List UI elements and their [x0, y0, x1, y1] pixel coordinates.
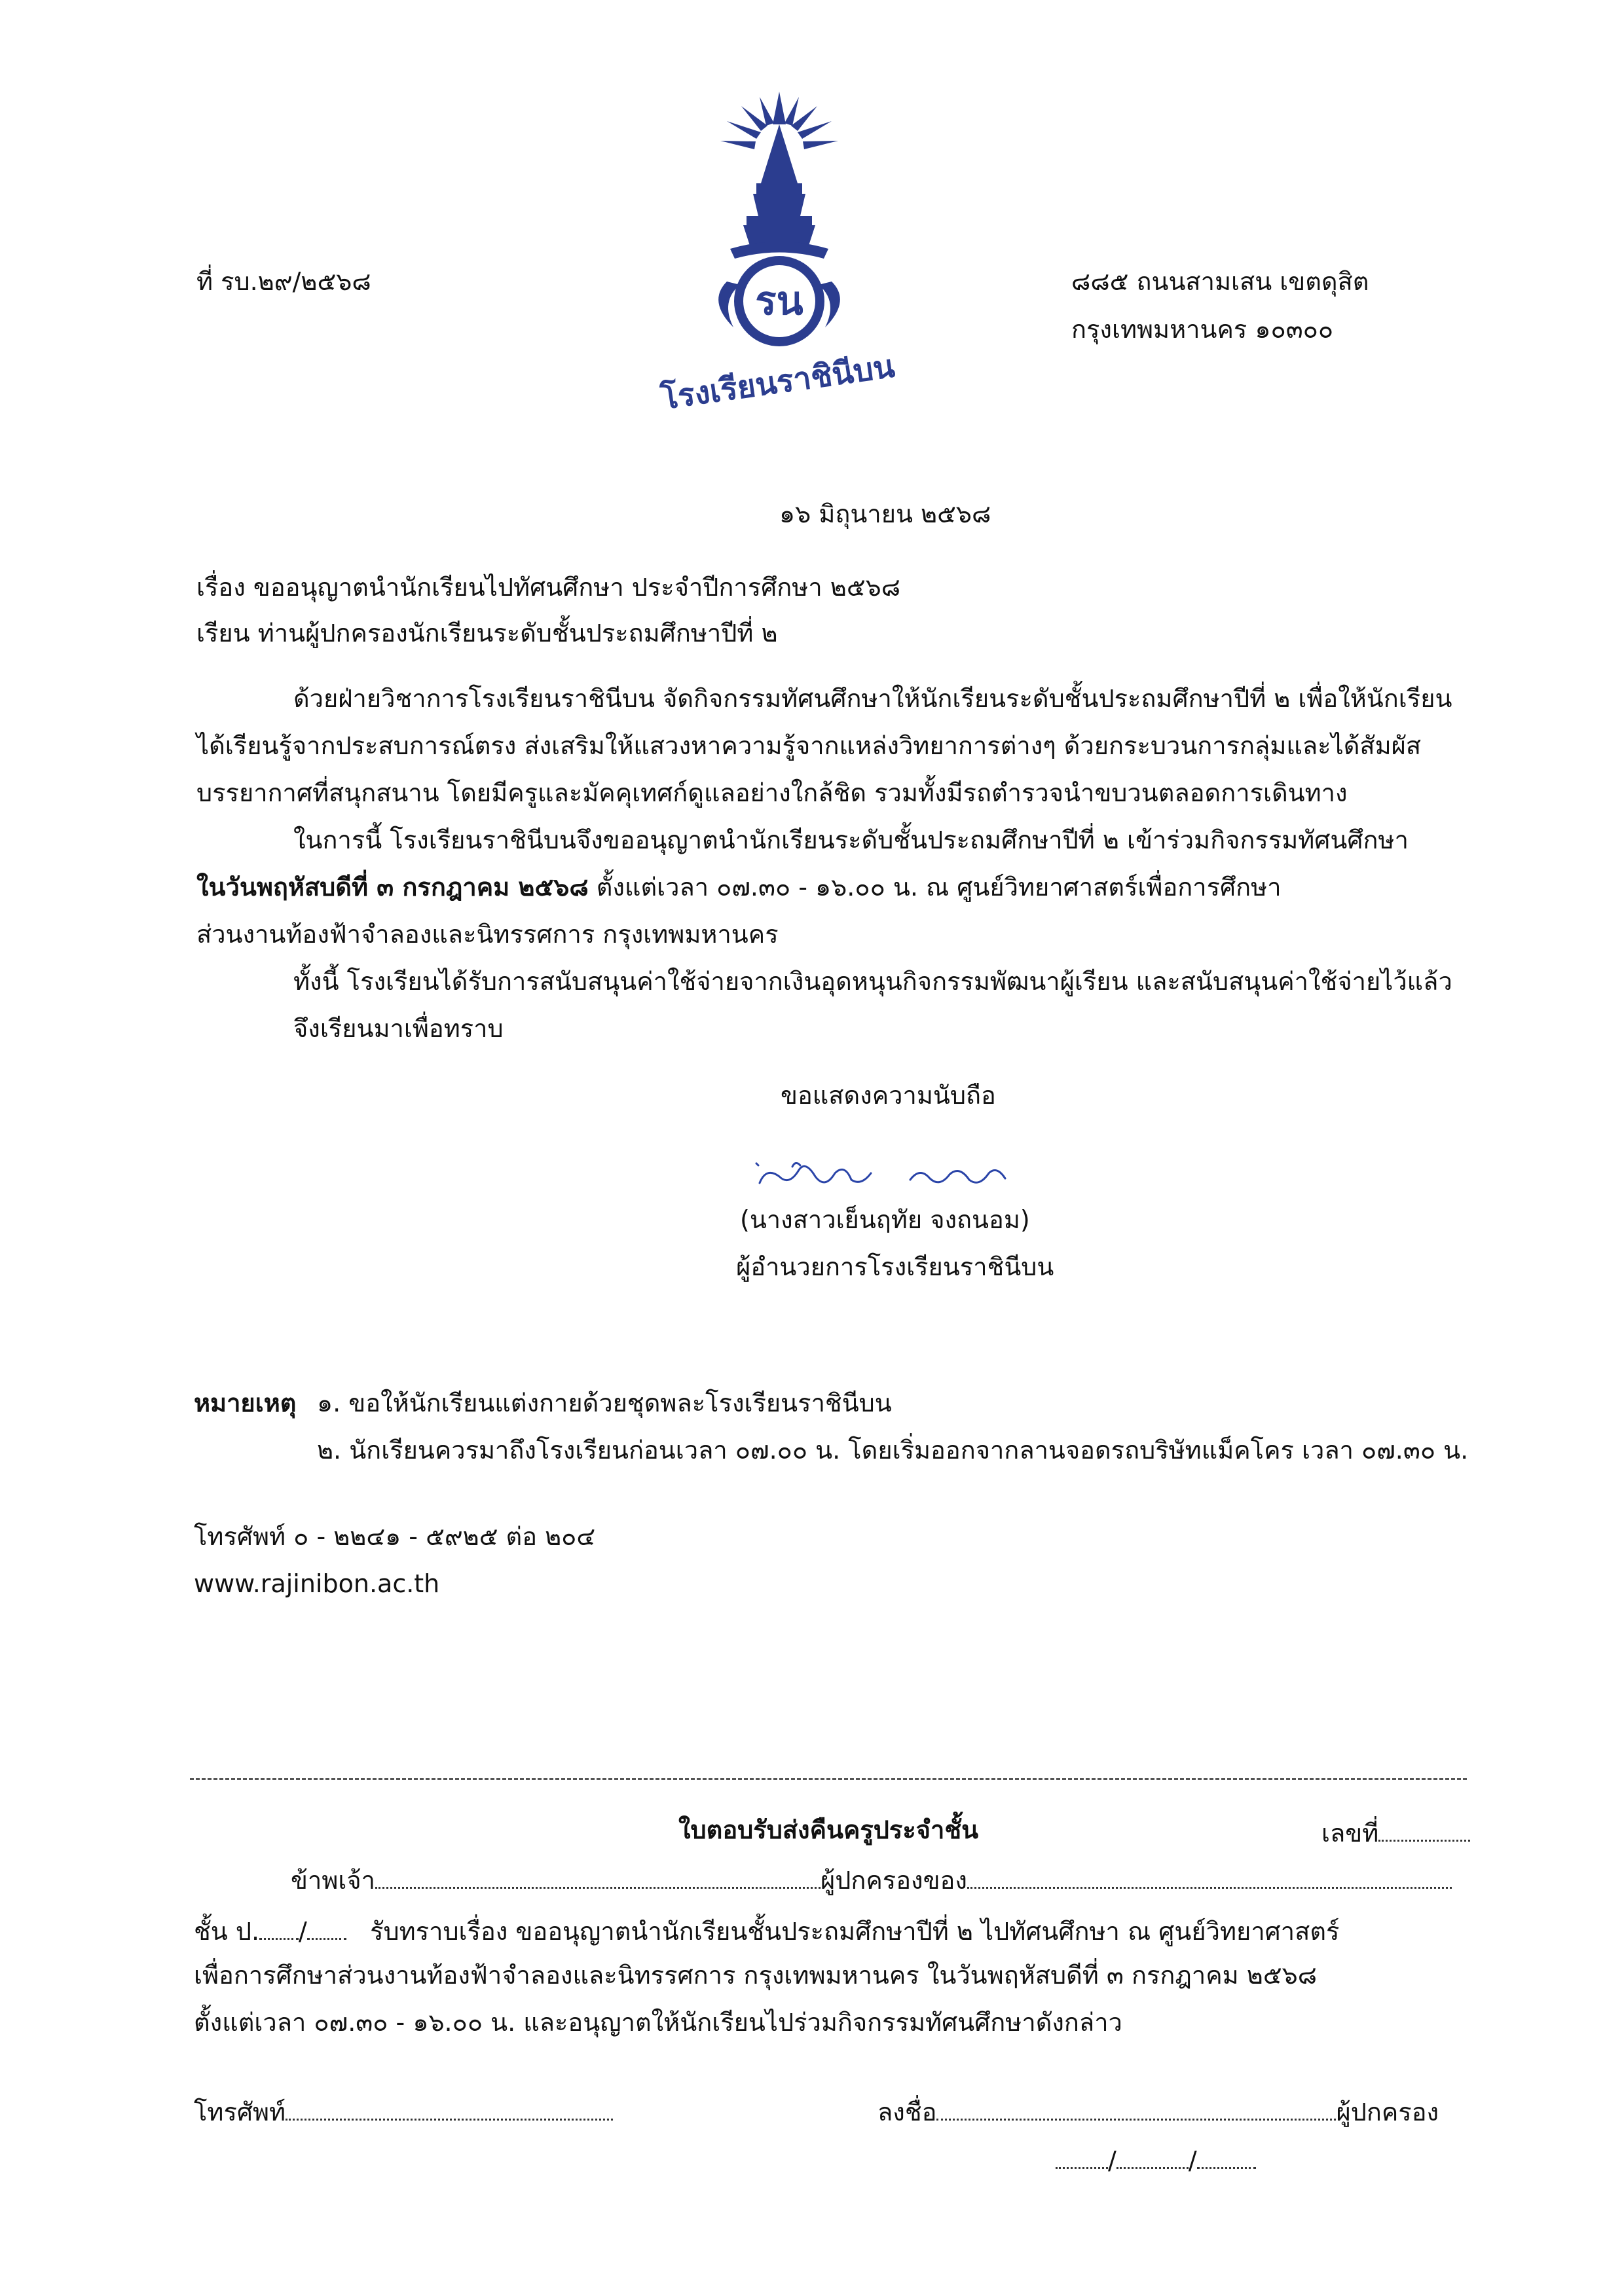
reply-date-slash-2: / [1188, 2146, 1197, 2175]
signer-title: ผู้อำนวยการโรงเรียนราชินีบน [736, 1252, 1054, 1281]
letter-date: ๑๖ มิถุนายน ๒๕๖๘ [779, 500, 991, 528]
body-paragraph-2-line-2 [196, 871, 1282, 903]
class-line [194, 1912, 1339, 1948]
guardian-label: ผู้ปกครอง [1336, 2098, 1439, 2126]
sign-label: ลงชื่อ [877, 2098, 937, 2126]
reply-phone-field [194, 2092, 613, 2128]
body-paragraph-3-line-2: จึงเรียนมาเพื่อทราบ [293, 1014, 504, 1043]
body-paragraph-2-line-3: ส่วนงานท้องฟ้าจำลองและนิทรรศการ กรุงเทพมหานคร [196, 920, 779, 949]
letter-recipient: เรียน ท่านผู้ปกครองนักเรียนระดับชั้นประถมศึกษาปีที่ ๒ [196, 619, 778, 647]
student-number-field[interactable] [1321, 1813, 1470, 1850]
signature [753, 1147, 1067, 1206]
signature-field [877, 2092, 1439, 2128]
signature-blank[interactable] [936, 2092, 1336, 2121]
class-label: ชั้น ป. [194, 1917, 260, 1946]
class-level-blank[interactable] [259, 1912, 299, 1940]
student-number-label: เลขที่ [1321, 1819, 1379, 1848]
reply-form-title: ใบตอบรับส่งคืนครูประจำชั้น [678, 1815, 979, 1844]
reply-month-blank[interactable] [1116, 2141, 1189, 2169]
logo-monogram: รน [755, 278, 803, 324]
class-room-blank[interactable] [307, 1912, 346, 1940]
contact-website: www.rajinibon.ac.th [194, 1569, 440, 1598]
reply-date-field [1056, 2141, 1256, 2177]
address-line-2: กรุงเทพมหานคร ๑๐๓๐๐ [1071, 315, 1334, 344]
note-item-2: ๒. นักเรียนควรมาถึงโรงเรียนก่อนเวลา ๐๗.๐๐ น. โดยเริ่มออกจากลานจอดรถบริษัทแม็คโคร เวลา ๐๗.๓๐ น. [317, 1436, 1469, 1465]
reply-year-blank[interactable] [1197, 2141, 1256, 2169]
body-paragraph-1-line-3: บรรยากาศที่สนุกสนาน โดยมีครูและมัคคุเทศก์ดูแลอย่างใกล้ชิด รวมทั้งมีรถตำรวจนำขบวนตลอดการเดินทาง [196, 778, 1348, 807]
body-paragraph-2-line-1: ในการนี้ โรงเรียนราชินีบนจึงขออนุญาตนำนักเรียนระดับชั้นประถมศึกษาปีที่ ๒ เข้าร่วมกิจกรรมทัศนศึกษา [293, 826, 1409, 854]
signer-name: (นางสาวเย็นฤทัย จงถนอม) [740, 1205, 1030, 1234]
reply-phone-blank[interactable] [286, 2092, 613, 2121]
address-line-1: ๘๘๕ ถนนสามเสน เขตดุสิต [1071, 267, 1369, 296]
i-label: ข้าพเจ้า [291, 1866, 375, 1895]
acknowledgement-line-1: รับทราบเรื่อง ขออนุญาตนำนักเรียนชั้นประถมศึกษาปีที่ ๒ ไปทัศนศึกษา ณ ศูนย์วิทยาศาสตร์ [370, 1917, 1340, 1946]
notes-label: หมายเหตุ [194, 1389, 297, 1417]
reply-phone-label: โทรศัพท์ [194, 2098, 286, 2126]
note-item-1: ๑. ขอให้นักเรียนแต่งกายด้วยชุดพละโรงเรียนราชินีบน [317, 1389, 892, 1417]
event-time-location: ตั้งแต่เวลา ๐๗.๓๐ - ๑๖.๐๐ น. ณ ศูนย์วิทยาศาสตร์เพื่อการศึกษา [588, 873, 1282, 902]
guardian-name-blank[interactable] [375, 1861, 821, 1889]
class-slash: / [299, 1917, 307, 1946]
reply-day-blank[interactable] [1056, 2141, 1108, 2169]
guardian-line [291, 1861, 1452, 1897]
cut-line [190, 1778, 1467, 1780]
closing-phrase: ขอแสดงความนับถือ [781, 1081, 996, 1110]
letter-subject: เรื่อง ขออนุญาตนำนักเรียนไปทัศนศึกษา ประจำปีการศึกษา ๒๕๖๘ [196, 573, 901, 602]
event-date-bold: ในวันพฤหัสบดีที่ ๓ กรกฎาคม ๒๕๖๘ [196, 873, 589, 902]
logo-school-name: โรงเรียนราชินีบน [658, 348, 897, 417]
student-number-blank[interactable] [1378, 1813, 1470, 1842]
reply-date-slash-1: / [1108, 2146, 1116, 2175]
acknowledgement-line-2: เพื่อการศึกษาส่วนงานท้องฟ้าจำลองและนิทรรศการ กรุงเทพมหานคร ในวันพฤหัสบดีที่ ๓ กรกฎาคม ๒๕๖๘ [194, 1961, 1318, 1990]
school-logo [658, 85, 897, 426]
acknowledgement-line-3: ตั้งแต่เวลา ๐๗.๓๐ - ๑๖.๐๐ น. และอนุญาตให้นักเรียนไปร่วมกิจกรรมทัศนศึกษาดังกล่าว [194, 2008, 1122, 2037]
student-name-blank[interactable] [967, 1861, 1452, 1889]
body-paragraph-1-line-1: ด้วยฝ่ายวิชาการโรงเรียนราชินีบน จัดกิจกรรมทัศนศึกษาให้นักเรียนระดับชั้นประถมศึกษาปีที่ ๒ เพื่อให้นักเรียน [293, 684, 1452, 713]
guardian-of-label: ผู้ปกครองของ [820, 1866, 967, 1895]
contact-phone: โทรศัพท์ ๐ - ๒๒๔๑ - ๕๙๒๕ ต่อ ๒๐๔ [194, 1522, 596, 1551]
body-paragraph-1-line-2: ได้เรียนรู้จากประสบการณ์ตรง ส่งเสริมให้แสวงหาความรู้จากแหล่งวิทยาการต่างๆ ด้วยกระบวนการกลุ่มและได้สัมผัส [196, 731, 1422, 760]
reference-number: ที่ รบ.๒๙/๒๕๖๘ [196, 267, 371, 296]
body-paragraph-3-line-1: ทั้งนี้ โรงเรียนได้รับการสนับสนุนค่าใช้จ่ายจากเงินอุดหนุนกิจกรรมพัฒนาผู้เรียน และสนับสนุนค่าใช้จ่ายไว้แล้ว [293, 967, 1452, 996]
